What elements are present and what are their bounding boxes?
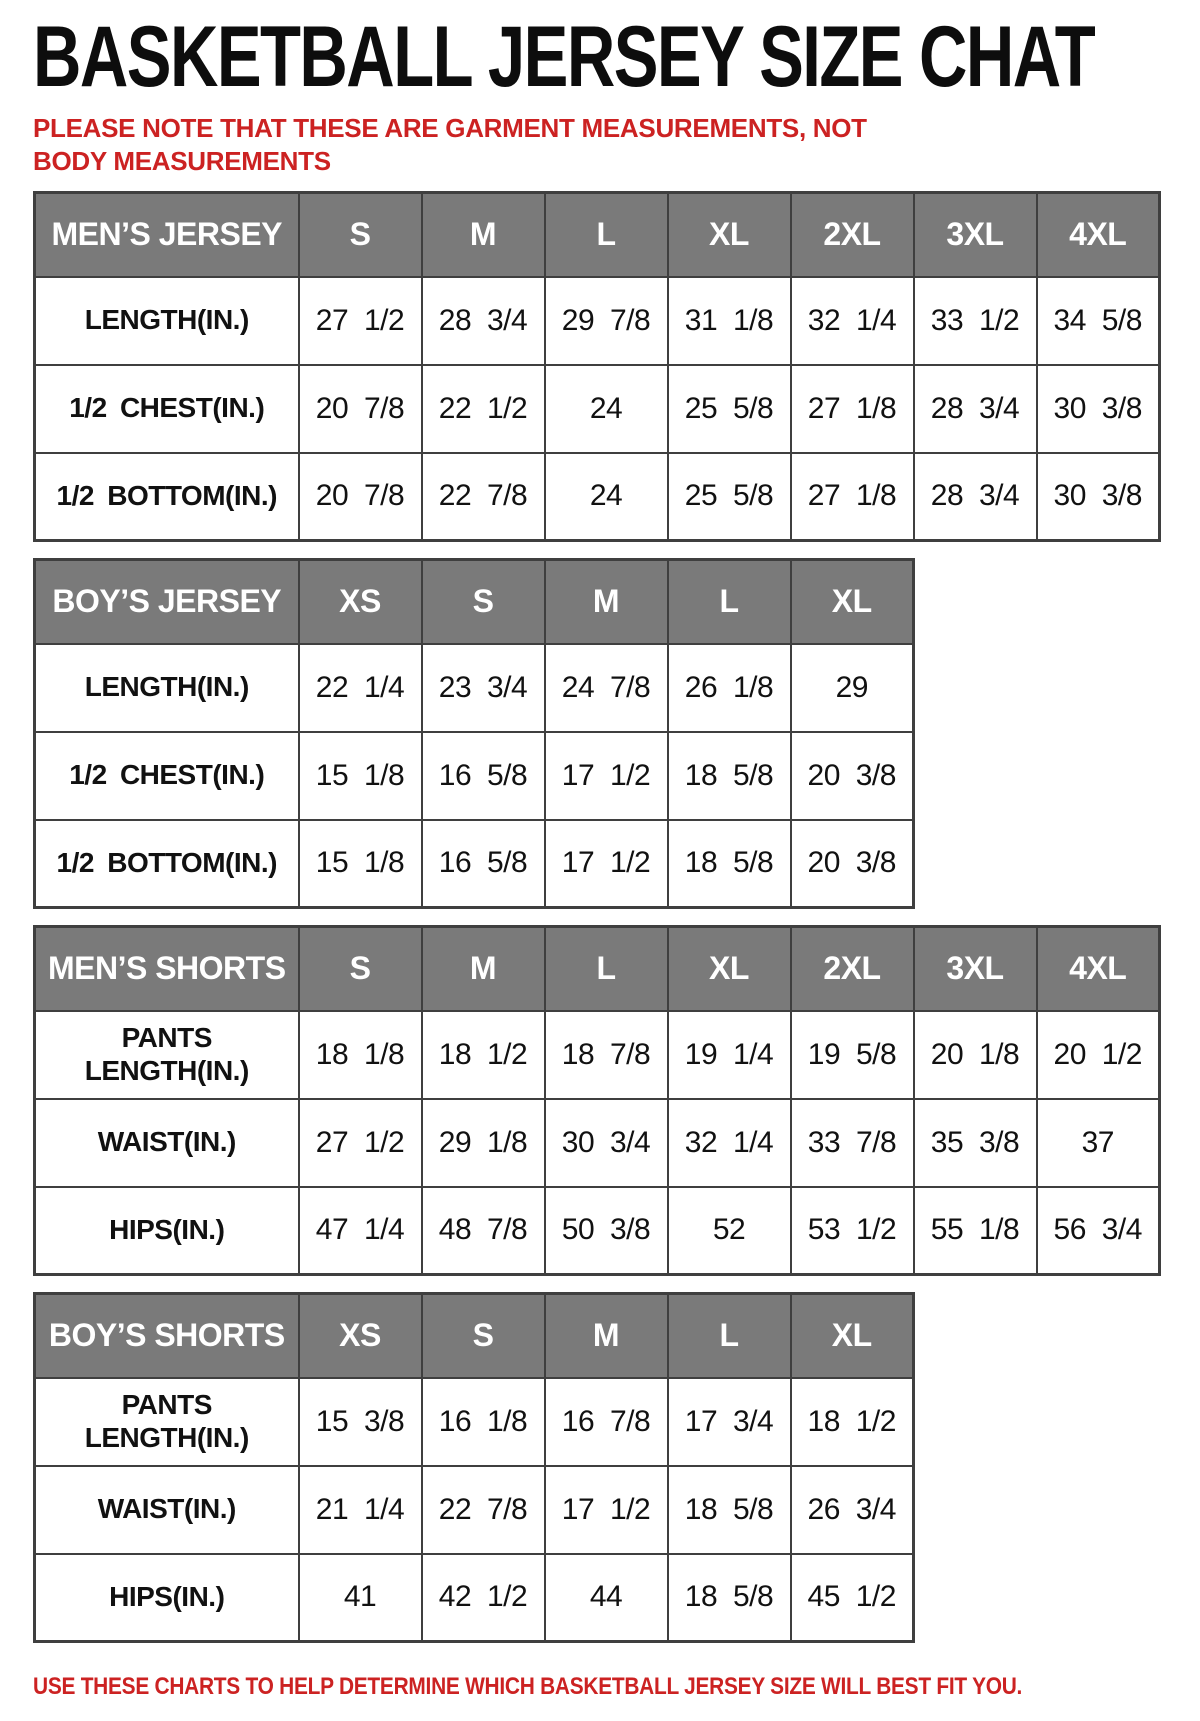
- row-label: [35, 453, 299, 541]
- size-tables-container: [33, 191, 1180, 1643]
- header-row: [35, 927, 1160, 1011]
- size-column-header: S: [299, 193, 422, 277]
- size-value-cell: 48 7/8: [422, 1187, 545, 1275]
- table-row: [35, 1011, 1160, 1099]
- row-label-line: LENGTH(IN.): [84, 304, 249, 336]
- size-value-cell: 22 7/8: [422, 1466, 545, 1554]
- size-value-cell: 18 7/8: [545, 1011, 668, 1099]
- size-value-cell: 16 5/8: [422, 820, 545, 908]
- size-value-cell: 28 3/4: [914, 365, 1037, 453]
- size-value-cell: 17 1/2: [545, 732, 668, 820]
- row-label-line: LENGTH(IN.): [84, 1421, 249, 1453]
- size-value-cell: 18 5/8: [668, 1554, 791, 1642]
- garment-measurement-note: PLEASE NOTE THAT THESE ARE GARMENT MEASUREMENTS, NOT BODY MEASUREMENTS: [33, 113, 867, 176]
- table-row: [35, 1378, 914, 1466]
- size-column-header: M: [422, 193, 545, 277]
- size-value-cell: 20 7/8: [299, 453, 422, 541]
- row-label-line: 1/2 BOTTOM(IN.): [56, 847, 277, 879]
- table-title-boys-jersey: BOY’S JERSEY: [35, 560, 299, 644]
- row-label: [35, 732, 299, 820]
- size-value-cell: 18 1/2: [422, 1011, 545, 1099]
- table-row: [35, 1099, 1160, 1187]
- size-value-cell: 20 1/8: [914, 1011, 1037, 1099]
- size-value-cell: 17 1/2: [545, 820, 668, 908]
- size-value-cell: 20 7/8: [299, 365, 422, 453]
- size-value-cell: 27 1/2: [299, 1099, 422, 1187]
- size-value-cell: 56 3/4: [1037, 1187, 1160, 1275]
- size-value-cell: 26 1/8: [668, 644, 791, 732]
- size-column-header: XL: [791, 560, 914, 644]
- size-value-cell: 24: [545, 365, 668, 453]
- size-value-cell: 27 1/8: [791, 453, 914, 541]
- size-value-cell: 30 3/8: [1037, 453, 1160, 541]
- size-column-header: XS: [299, 1294, 422, 1378]
- size-value-cell: 18 5/8: [668, 1466, 791, 1554]
- size-value-cell: 16 7/8: [545, 1378, 668, 1466]
- size-value-cell: 15 1/8: [299, 732, 422, 820]
- size-value-cell: 19 1/4: [668, 1011, 791, 1099]
- size-table-boys-jersey: [33, 558, 915, 909]
- size-value-cell: 28 3/4: [422, 277, 545, 365]
- size-value-cell: 50 3/8: [545, 1187, 668, 1275]
- size-value-cell: 17 3/4: [668, 1378, 791, 1466]
- size-value-cell: 26 3/4: [791, 1466, 914, 1554]
- size-value-cell: 25 5/8: [668, 453, 791, 541]
- size-value-cell: 28 3/4: [914, 453, 1037, 541]
- size-column-header: S: [422, 1294, 545, 1378]
- size-value-cell: 18 1/2: [791, 1378, 914, 1466]
- size-value-cell: 33 1/2: [914, 277, 1037, 365]
- size-column-header: L: [668, 1294, 791, 1378]
- size-value-cell: 31 1/8: [668, 277, 791, 365]
- size-column-header: 4XL: [1037, 927, 1160, 1011]
- row-label: [35, 1187, 299, 1275]
- table-row: [35, 732, 914, 820]
- size-column-header: S: [299, 927, 422, 1011]
- size-value-cell: 29: [791, 644, 914, 732]
- size-value-cell: 17 1/2: [545, 1466, 668, 1554]
- size-value-cell: 27 1/2: [299, 277, 422, 365]
- size-column-header: 2XL: [791, 193, 914, 277]
- size-value-cell: 55 1/8: [914, 1187, 1037, 1275]
- row-label: [35, 365, 299, 453]
- size-value-cell: 45 1/2: [791, 1554, 914, 1642]
- size-column-header: M: [422, 927, 545, 1011]
- size-value-cell: 20 3/8: [791, 820, 914, 908]
- table-title-mens-shorts: MEN’S SHORTS: [35, 927, 299, 1011]
- size-column-header: L: [545, 927, 668, 1011]
- row-label: [35, 820, 299, 908]
- table-row: [35, 1466, 914, 1554]
- row-label-line: LENGTH(IN.): [84, 671, 249, 703]
- size-value-cell: 20 1/2: [1037, 1011, 1160, 1099]
- footer-note: USE THESE CHARTS TO HELP DETERMINE WHICH BASKETBALL JERSEY SIZE WILL BEST FIT YOU.: [33, 1673, 1023, 1700]
- size-table-boys-shorts: [33, 1292, 915, 1643]
- size-value-cell: 37: [1037, 1099, 1160, 1187]
- table-row: [35, 644, 914, 732]
- size-column-header: L: [545, 193, 668, 277]
- size-value-cell: 22 1/4: [299, 644, 422, 732]
- size-value-cell: 21 1/4: [299, 1466, 422, 1554]
- size-column-header: S: [422, 560, 545, 644]
- size-value-cell: 52: [668, 1187, 791, 1275]
- table-row: [35, 820, 914, 908]
- row-label: [35, 1378, 299, 1466]
- size-value-cell: 23 3/4: [422, 644, 545, 732]
- row-label-line: LENGTH(IN.): [84, 1054, 249, 1086]
- row-label-line: PANTS: [121, 1022, 212, 1054]
- size-column-header: XS: [299, 560, 422, 644]
- size-value-cell: 29 1/8: [422, 1099, 545, 1187]
- row-label-line: 1/2 CHEST(IN.): [69, 392, 265, 424]
- size-column-header: 2XL: [791, 927, 914, 1011]
- size-column-header: 3XL: [914, 193, 1037, 277]
- page-title: BASKETBALL JERSEY SIZE CHAT: [33, 9, 1095, 105]
- size-table-mens-jersey: [33, 191, 1161, 542]
- size-column-header: XL: [791, 1294, 914, 1378]
- size-value-cell: 22 7/8: [422, 453, 545, 541]
- size-column-header: 4XL: [1037, 193, 1160, 277]
- size-column-header: L: [668, 560, 791, 644]
- row-label-line: HIPS(IN.): [109, 1581, 225, 1613]
- row-label: [35, 1554, 299, 1642]
- size-value-cell: 30 3/8: [1037, 365, 1160, 453]
- size-column-header: M: [545, 1294, 668, 1378]
- header-row: [35, 560, 914, 644]
- size-value-cell: 24 7/8: [545, 644, 668, 732]
- size-value-cell: 53 1/2: [791, 1187, 914, 1275]
- size-value-cell: 24: [545, 453, 668, 541]
- size-value-cell: 18 5/8: [668, 732, 791, 820]
- size-table-mens-shorts: [33, 925, 1161, 1276]
- size-value-cell: 25 5/8: [668, 365, 791, 453]
- row-label: [35, 277, 299, 365]
- row-label-line: 1/2 BOTTOM(IN.): [56, 480, 277, 512]
- table-row: [35, 1554, 914, 1642]
- size-column-header: XL: [668, 193, 791, 277]
- row-label-line: WAIST(IN.): [97, 1126, 236, 1158]
- row-label: [35, 1466, 299, 1554]
- row-label: [35, 1099, 299, 1187]
- size-value-cell: 18 5/8: [668, 820, 791, 908]
- table-row: [35, 277, 1160, 365]
- table-row: [35, 1187, 1160, 1275]
- size-value-cell: 44: [545, 1554, 668, 1642]
- row-label-line: 1/2 CHEST(IN.): [69, 759, 265, 791]
- row-label: [35, 1011, 299, 1099]
- size-value-cell: 19 5/8: [791, 1011, 914, 1099]
- size-column-header: M: [545, 560, 668, 644]
- row-label-line: WAIST(IN.): [97, 1493, 236, 1525]
- size-value-cell: 35 3/8: [914, 1099, 1037, 1187]
- size-value-cell: 15 3/8: [299, 1378, 422, 1466]
- table-title-mens-jersey: MEN’S JERSEY: [35, 193, 299, 277]
- header-row: [35, 193, 1160, 277]
- table-title-boys-shorts: BOY’S SHORTS: [35, 1294, 299, 1378]
- row-label: [35, 644, 299, 732]
- size-value-cell: 16 1/8: [422, 1378, 545, 1466]
- size-value-cell: 42 1/2: [422, 1554, 545, 1642]
- size-value-cell: 22 1/2: [422, 365, 545, 453]
- size-value-cell: 30 3/4: [545, 1099, 668, 1187]
- table-row: [35, 365, 1160, 453]
- size-value-cell: 32 1/4: [668, 1099, 791, 1187]
- size-value-cell: 18 1/8: [299, 1011, 422, 1099]
- size-chart-page: [33, 9, 1180, 1701]
- header-row: [35, 1294, 914, 1378]
- row-label-line: HIPS(IN.): [109, 1214, 225, 1246]
- size-value-cell: 32 1/4: [791, 277, 914, 365]
- size-value-cell: 20 3/8: [791, 732, 914, 820]
- size-value-cell: 15 1/8: [299, 820, 422, 908]
- size-column-header: XL: [668, 927, 791, 1011]
- table-row: [35, 453, 1160, 541]
- size-value-cell: 33 7/8: [791, 1099, 914, 1187]
- size-value-cell: 34 5/8: [1037, 277, 1160, 365]
- size-value-cell: 27 1/8: [791, 365, 914, 453]
- row-label-line: PANTS: [121, 1389, 212, 1421]
- size-value-cell: 29 7/8: [545, 277, 668, 365]
- size-value-cell: 16 5/8: [422, 732, 545, 820]
- size-column-header: 3XL: [914, 927, 1037, 1011]
- size-value-cell: 41: [299, 1554, 422, 1642]
- size-value-cell: 47 1/4: [299, 1187, 422, 1275]
